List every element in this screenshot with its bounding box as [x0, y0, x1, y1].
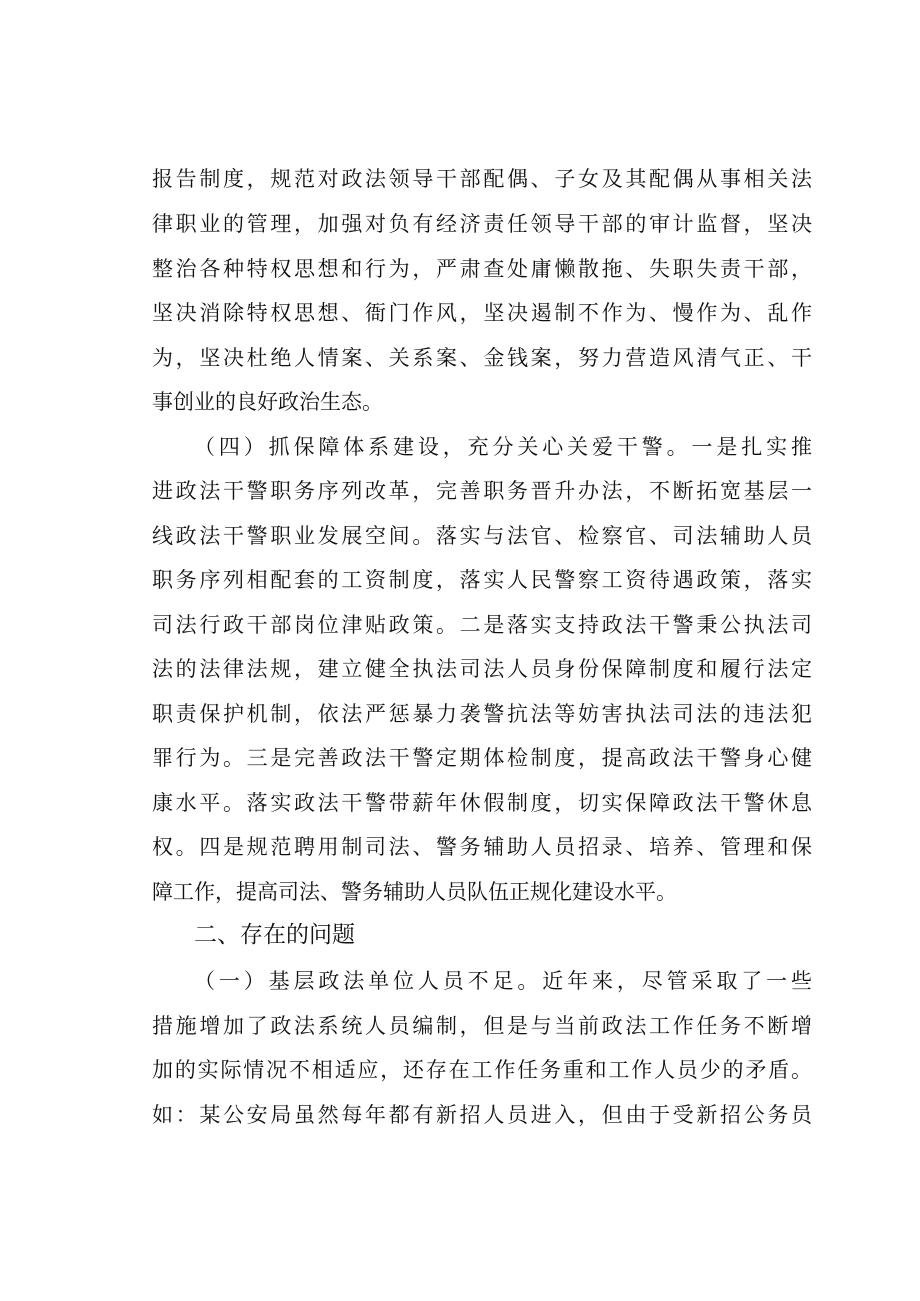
- paragraph-line: 事创业的良好政治生态。: [152, 390, 383, 414]
- section-heading: 二、存在的问题: [194, 922, 355, 948]
- paragraph-line: 如：某公安局虽然每年都有新招人员进入，但由于受新招公务员: [152, 1103, 812, 1127]
- paragraph-line: 措施增加了政法系统人员编制，但是与当前政法工作任务不断增: [152, 1014, 812, 1038]
- paragraph-line: 为，坚决杜绝人情案、关系案、金钱案，努力营造风清气正、干: [152, 346, 812, 370]
- paragraph-line: 障工作，提高司法、警务辅助人员队伍正规化建设水平。: [152, 880, 677, 904]
- paragraph-line: 法的法律法规，建立健全执法司法人员身份保障制度和履行法定: [152, 657, 812, 681]
- paragraph-line: 职责保护机制，依法严惩暴力袭警抗法等妨害执法司法的违法犯: [152, 702, 812, 726]
- paragraph-line: 律职业的管理，加强对负有经济责任领导干部的审计监督，坚决: [152, 212, 812, 236]
- paragraph-line: （一）基层政法单位人员不足。近年来，尽管采取了一些: [194, 969, 812, 993]
- paragraph-line: 整治各种特权思想和行为，严肃查处庸懒散拖、失职失责干部，: [152, 257, 812, 281]
- paragraph-line: 罪行为。三是完善政法干警定期体检制度，提高政法干警身心健: [152, 746, 812, 770]
- paragraph-line: 坚决消除特权思想、衙门作风，坚决遏制不作为、慢作为、乱作: [152, 301, 812, 325]
- paragraph-line: 司法行政干部岗位津贴政策。二是落实支持政法干警秉公执法司: [152, 613, 812, 637]
- paragraph-line: 加的实际情况不相适应，还存在工作任务重和工作人员少的矛盾。: [152, 1058, 812, 1082]
- paragraph-line: 进政法干警职务序列改革，完善职务晋升办法，不断拓宽基层一: [152, 479, 812, 503]
- paragraph-line: 线政法干警职业发展空间。落实与法官、检察官、司法辅助人员: [152, 524, 812, 548]
- paragraph-line: 报告制度，规范对政法领导干部配偶、子女及其配偶从事相关法: [152, 167, 812, 191]
- paragraph-line: 权。四是规范聘用制司法、警务辅助人员招录、培养、管理和保: [152, 835, 812, 859]
- paragraph-line: 职务序列相配套的工资制度，落实人民警察工资待遇政策，落实: [152, 568, 812, 592]
- paragraph-line: 康水平。落实政法干警带薪年休假制度，切实保障政法干警休息: [152, 791, 812, 815]
- paragraph-line: （四）抓保障体系建设，充分关心关爱干警。一是扎实推: [194, 435, 812, 459]
